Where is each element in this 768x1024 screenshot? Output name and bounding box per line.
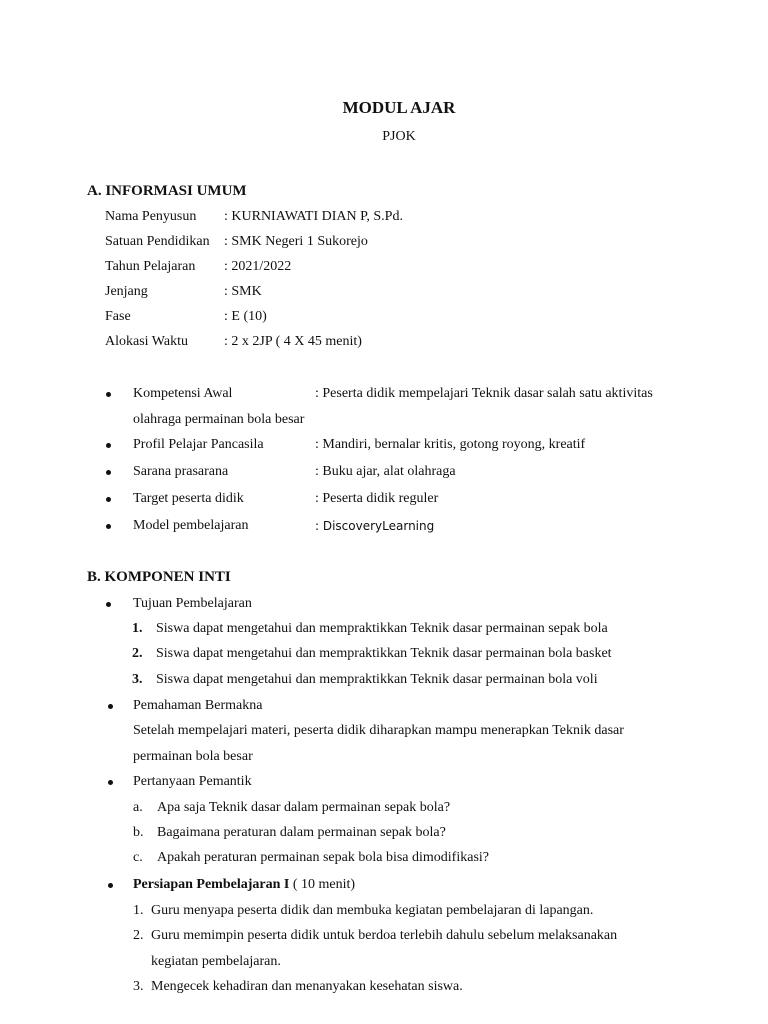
info-label-fase: Fase [105,309,131,324]
bullet-icon [106,470,111,475]
pertanyaan-item-b: Bagaimana peraturan dalam permainan sepak bola? [157,825,446,840]
item-cont-kompetensi-awal: olahraga permainan bola besar [133,412,305,427]
pertanyaan-heading: Pertanyaan Pemantik [133,774,252,789]
item-label-kompetensi-awal: Kompetensi Awal [133,386,233,401]
bullet-icon [108,704,113,709]
info-label-satuan-pendidikan: Satuan Pendidikan [105,234,210,249]
section-a-heading: A. INFORMASI UMUM [87,183,247,199]
list-number: 3. [132,672,143,687]
list-letter: c. [133,850,143,865]
item-value-kompetensi-awal: : Peserta didik mempelajari Teknik dasar salah satu aktivitas [315,386,653,401]
item-label-profil: Profil Pelajar Pancasila [133,437,264,452]
info-value-fase: : E (10) [224,309,267,324]
pemahaman-line-1: Setelah mempelajari materi, peserta didik diharapkan mampu menerapkan Teknik dasar [133,723,624,738]
tujuan-item-2: Siswa dapat mengetahui dan mempraktikkan Teknik dasar permainan bola basket [156,646,612,661]
bullet-icon [106,524,111,529]
persiapan-heading-duration: ( 10 menit) [289,877,356,892]
list-number: 1. [132,621,143,636]
item-value-sarana: : Buku ajar, alat olahraga [315,464,456,479]
persiapan-item-2-cont: kegiatan pembelajaran. [151,954,281,969]
item-label-sarana: Sarana prasarana [133,464,229,479]
item-value-profil: : Mandiri, bernalar kritis, gotong royong, kreatif [315,437,586,452]
list-number: 1. [133,903,144,918]
document-subtitle: PJOK [382,129,416,144]
pemahaman-line-2: permainan bola besar [133,749,253,764]
pemahaman-heading: Pemahaman Bermakna [133,698,263,713]
tujuan-item-1: Siswa dapat mengetahui dan mempraktikkan Teknik dasar permainan sepak bola [156,621,608,636]
tujuan-heading: Tujuan Pembelajaran [133,596,252,611]
list-letter: a. [133,800,143,815]
pertanyaan-item-c: Apakah peraturan permainan sepak bola bisa dimodifikasi? [157,850,489,865]
persiapan-heading-bold: Persiapan Pembelajaran I [133,877,290,892]
item-value-target: : Peserta didik reguler [315,491,439,506]
bullet-icon [106,602,111,607]
info-value-nama-penyusun: : KURNIAWATI DIAN P, S.Pd. [224,209,403,224]
info-label-tahun-pelajaran: Tahun Pelajaran [105,259,196,274]
tujuan-item-3: Siswa dapat mengetahui dan mempraktikkan Teknik dasar permainan bola voli [156,672,598,687]
section-b-heading: B. KOMPONEN INTI [87,569,231,585]
persiapan-item-2: Guru memimpin peserta didik untuk berdoa terlebih dahulu sebelum melaksanakan [151,928,618,943]
info-label-jenjang: Jenjang [105,284,148,299]
document-title: MODUL AJAR [342,98,456,117]
persiapan-heading [133,877,355,893]
persiapan-item-3: Mengecek kehadiran dan menanyakan kesehatan siswa. [151,979,463,994]
info-label-alokasi-waktu: Alokasi Waktu [105,334,188,349]
bullet-icon [106,497,111,502]
item-value-model: : DiscoveryLearning [315,519,435,533]
persiapan-item-1: Guru menyapa peserta didik dan membuka kegiatan pembelajaran di lapangan. [151,903,594,918]
list-number: 2. [133,928,144,943]
info-value-jenjang: : SMK [224,284,262,299]
item-label-model: Model pembelajaran [133,518,249,533]
info-value-tahun-pelajaran: : 2021/2022 [224,259,292,274]
bullet-icon [106,443,111,448]
info-label-nama-penyusun: Nama Penyusun [105,209,197,224]
list-number: 3. [133,979,144,994]
bullet-icon [106,392,111,397]
item-label-target: Target peserta didik [133,491,244,506]
pertanyaan-item-a: Apa saja Teknik dasar dalam permainan sepak bola? [157,800,451,815]
info-value-satuan-pendidikan: : SMK Negeri 1 Sukorejo [224,234,368,249]
bullet-icon [108,780,113,785]
list-letter: b. [133,825,144,840]
bullet-icon [108,883,113,888]
info-value-alokasi-waktu: : 2 x 2JP ( 4 X 45 menit) [224,334,362,349]
list-number: 2. [132,646,143,661]
